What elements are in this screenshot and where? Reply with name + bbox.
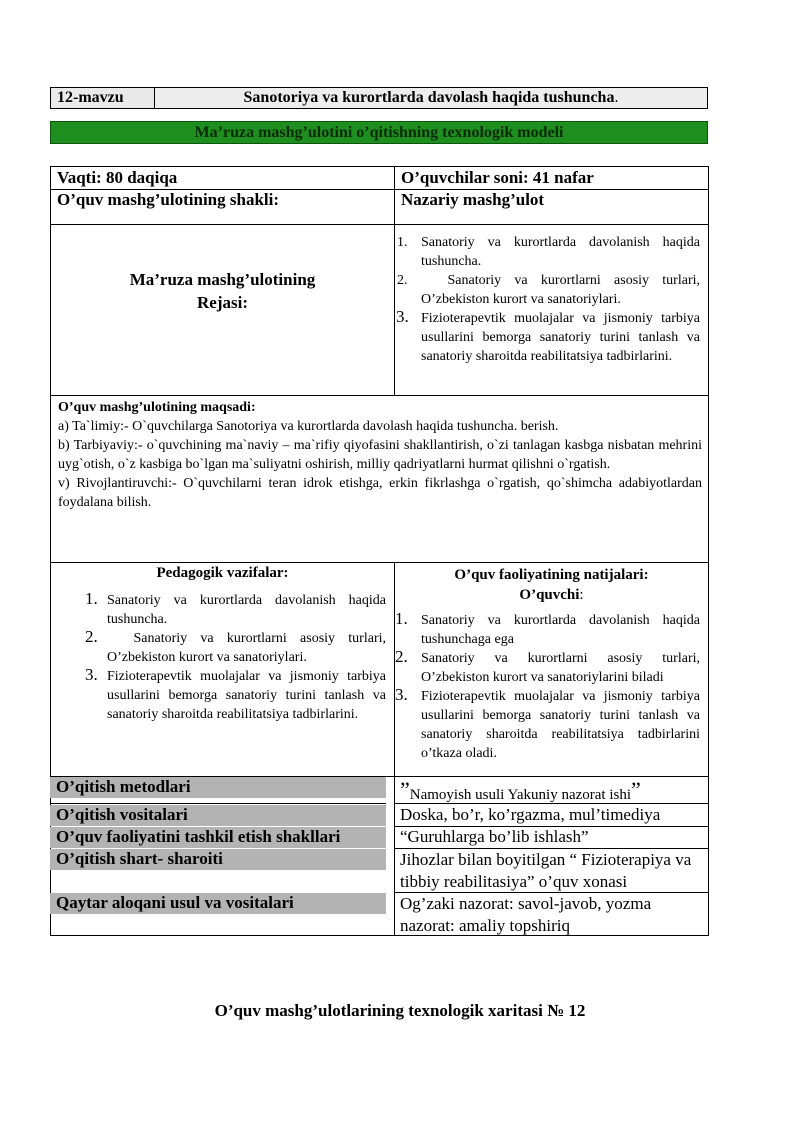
goal-title: O’quv mashg’ulotining maqsadi:: [58, 400, 256, 415]
forms-label: O’quv faoliyatini tashkil etish shakllari: [56, 827, 341, 846]
list-item: 2. Sanatoriy va kurortlarni asosiy turlari, O’zbekiston kurort va sanatoriylari.: [397, 273, 704, 307]
goal-v: v) Rivojlantiruvchi:- O`quvchilarni teran idrok etishga, erkin fikrlashga o`rgatish, qo`shimcha adabiyotlardan foydalana bilish.: [58, 476, 702, 510]
form-label-cell: [50, 189, 394, 224]
list-item: 3. Fizioterapevtik muolajalar va jismoniy tarbiya usullarini bemorga sanatoriy turini tanlash va sanatoriy sharoitda reabilitatsiya tadbirlarini.: [396, 307, 700, 364]
forms-value: “Guruhlarga bo’lib ishlash”: [400, 827, 589, 846]
plan-list-cell: [394, 224, 709, 395]
methods-label: O’qitish metodlari: [56, 777, 191, 796]
form-label: O’quv mashg’ulotining shakli:: [57, 190, 280, 209]
tech-map-title: O’quv mashg’ulotlarining texnologik xaritasi № 12: [214, 1001, 586, 1020]
list-item: 2. Sanatoriy va kurortlarni asosiy turlari, O’zbekiston kurort va sanatoriylari.: [85, 627, 390, 665]
methods-value: ”Namoyish usuli Yakuniy nazorat ishi”: [400, 777, 641, 803]
tasks-list: [51, 582, 394, 724]
plan-list: [395, 225, 708, 366]
topic-title: Sanotoriya va kurortlarda davolash haqida tushuncha.: [155, 88, 707, 108]
form-value: Nazariy mashg’ulot: [401, 190, 545, 209]
conditions-value: Jihozlar bilan boyitilgan “ Fizioterapiya va tibbiy reabilitasiya” o’quv xonasi: [400, 850, 692, 891]
results-cell: [394, 562, 709, 776]
students-text: O’quvchilar soni: 41 nafar: [401, 168, 594, 187]
students-cell: [394, 166, 709, 190]
list-item: 1. Sanatoriy va kurortlarda davolanish haqida tushunchaga ega: [395, 609, 700, 647]
goal-cell: [50, 395, 709, 562]
goal-b: b) Tarbiyaviy:- o`quvchining ma`naviy – ma`rifiy qiyofasini shakllantirish, o`zi tanlagan kasbga nisbatan mehrini uyg`otish, o`z kasbiga bo`lgan ma`suliyatni oshirish, milliy qadriyatlarni hurmat qilishni o`rgatish.: [58, 438, 702, 472]
list-item: 1. Sanatoriy va kurortlarda davolanish haqida tushuncha.: [85, 589, 386, 627]
feedback-label: Qaytar aloqani usul va vositalari: [56, 893, 294, 912]
plan-title: Ma’ruza mashg’ulotining Rejasi:: [129, 270, 316, 312]
form-value-cell: [394, 189, 709, 224]
list-item: 1. Sanatoriy va kurortlarda davolanish haqida tushuncha.: [397, 235, 700, 269]
tasks-title: Pedagogik vazifalar:: [156, 565, 289, 581]
conditions-label: O’qitish shart- sharoiti: [56, 849, 223, 868]
results-title: O’quv faoliyatining natijalari: O’quvchi:: [454, 567, 649, 603]
means-label: O’qitish vositalari: [56, 805, 188, 824]
time-cell: [50, 166, 394, 190]
feedback-value: Og’zaki nazorat: savol-javob, yozma nazorat: amaliy topshiriq: [400, 894, 652, 935]
list-item: 3. Fizioterapevtik muolajalar va jismoniy tarbiya usullarini bemorga sanatoriy turini tanlash va sanatoriy sharoitda reabilitatsiya tadbirlarini.: [85, 665, 386, 722]
topic-number: 12-mavzu: [51, 88, 155, 108]
tasks-cell: [50, 562, 394, 776]
time-text: Vaqti: 80 daqiqa: [57, 168, 178, 187]
plan-title-cell: [50, 224, 394, 395]
model-banner: Ma’ruza mashg’ulotini o’qitishning texnologik modeli: [50, 121, 708, 144]
list-item: 3. Fizioterapevtik muolajalar va jismoniy tarbiya usullarini bemorga sanatoriy turini tanlash va sanatoriy sharoitda reabilitatsiya tadbirlarini o’tkaza oladi.: [395, 685, 700, 761]
means-value: Doska, bo’r, ko’rgazma, mul’timediya: [400, 805, 661, 824]
results-list: [395, 605, 708, 763]
topic-header: [50, 87, 708, 109]
list-item: 2. Sanatoriy va kurortlarni asosiy turlari, O’zbekiston kurort va sanatoriylarini biladi: [395, 647, 700, 685]
goal-a: a) Ta`limiy:- O`quvchilarga Sanotoriya va kurortlarda davolash haqida tushuncha. berish.: [58, 419, 559, 434]
